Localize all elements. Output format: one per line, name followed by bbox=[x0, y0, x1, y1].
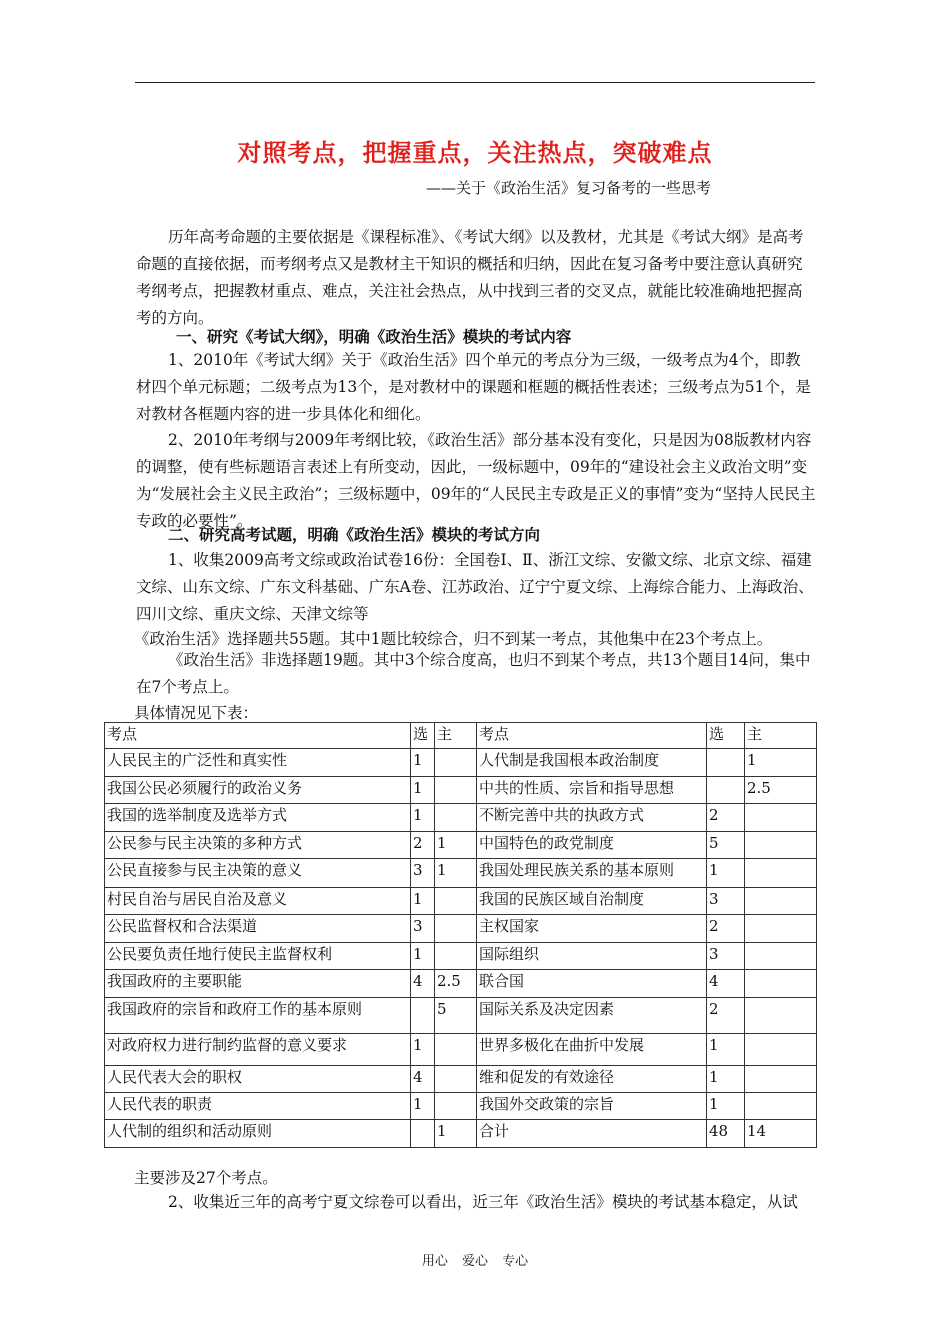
section1-heading: 一、研究《考试大纲》，明确《政治生活》模块的考试内容 bbox=[176, 327, 572, 346]
header-cell: 选 bbox=[707, 723, 745, 749]
table-cell: 人民代表的职责 bbox=[105, 1093, 411, 1120]
table-cell: 合计 bbox=[477, 1120, 707, 1148]
table-cell bbox=[745, 1066, 817, 1093]
table-cell: 公民监督权和合法渠道 bbox=[105, 915, 411, 943]
table-cell: 4 bbox=[707, 970, 745, 998]
table-cell bbox=[435, 804, 477, 832]
table-cell: 3 bbox=[707, 888, 745, 915]
table-cell: 人民代表大会的职权 bbox=[105, 1066, 411, 1093]
table-cell: 1 bbox=[411, 804, 435, 832]
table-cell: 中国特色的政党制度 bbox=[477, 832, 707, 859]
table-cell bbox=[435, 1034, 477, 1066]
table-row bbox=[105, 777, 817, 804]
table-cell: 对政府权力进行制约监督的意义要求 bbox=[105, 1034, 411, 1066]
table-cell: 2 bbox=[411, 832, 435, 859]
table-cell bbox=[745, 998, 817, 1034]
table-cell: 1 bbox=[707, 1066, 745, 1093]
table-row bbox=[105, 859, 817, 888]
table-intro: 具体情况见下表： bbox=[134, 704, 259, 722]
table-cell: 14 bbox=[745, 1120, 817, 1148]
table-cell: 3 bbox=[707, 943, 745, 970]
table-cell: 公民参与民主决策的多种方式 bbox=[105, 832, 411, 859]
table-cell bbox=[707, 777, 745, 804]
table-cell: 中共的性质、宗旨和指导思想 bbox=[477, 777, 707, 804]
table-cell: 1 bbox=[435, 832, 477, 859]
table-row bbox=[105, 998, 817, 1034]
table-cell: 国际组织 bbox=[477, 943, 707, 970]
table-row bbox=[105, 970, 817, 998]
table-cell: 我国政府的主要职能 bbox=[105, 970, 411, 998]
header-cell: 考点 bbox=[477, 723, 707, 749]
intro-paragraph: 历年高考命题的主要依据是《课程标准》、《考试大纲》以及教材，尤其是《考试大纲》是高考命题的直接依据，而考纲考点又是教材主干知识的概括和归纳，因此在复习备考中要注意认真研究考纲考点，把握教材重点、难点，关注社会热点，从中找到三者的交叉点，就能比较准确地把握高考的方向。 bbox=[136, 228, 804, 327]
table-cell: 1 bbox=[411, 777, 435, 804]
table-cell: 我国的选举制度及选举方式 bbox=[105, 804, 411, 832]
table-cell: 48 bbox=[707, 1120, 745, 1148]
exam-points-table bbox=[104, 722, 817, 1148]
section1-paragraph-1: 1、2010年《考试大纲》关于《政治生活》四个单元的考点分为三级，一级考点为4个，即教材四个单元标题；二级考点为13个，是对教材中的课题和框题的概括性表述；三级考点为51个，是对教材各框题内容的进一步具体化和细化。 bbox=[136, 351, 811, 423]
table-cell: 5 bbox=[707, 832, 745, 859]
table-cell: 1 bbox=[411, 749, 435, 777]
table-row bbox=[105, 1093, 817, 1120]
table-cell bbox=[435, 777, 477, 804]
table-cell: 1 bbox=[411, 943, 435, 970]
table-cell bbox=[411, 1120, 435, 1148]
table-cell: 3 bbox=[411, 859, 435, 888]
section1-paragraph-2: 2、2010年考纲与2009年考纲比较，《政治生活》部分基本没有变化，只是因为08版教材内容的调整，使有些标题语言表述上有所变动，因此，一级标题中，09年的“建设社会主义政治文明”变为“发展社会主义民主政治”；三级标题中，09年的“人民民主专政是正义的事情”变为“坚持人民民主专政的必要性”。 bbox=[136, 431, 816, 530]
table-cell: 主权国家 bbox=[477, 915, 707, 943]
table-cell: 2 bbox=[707, 915, 745, 943]
section2-paragraph-3: 《政治生活》非选择题19题。其中3个综合度高，也归不到某个考点，共13个题目14问，集中在7个考点上。 bbox=[136, 651, 811, 696]
section2-heading: 二、研究高考试题，明确《政治生活》模块的考试方向 bbox=[168, 525, 541, 544]
table-cell: 公民直接参与民主决策的意义 bbox=[105, 859, 411, 888]
table-cell bbox=[435, 749, 477, 777]
table-header-row bbox=[105, 723, 817, 749]
table-cell bbox=[435, 943, 477, 970]
table-cell: 联合国 bbox=[477, 970, 707, 998]
table-row bbox=[105, 1120, 817, 1148]
table-cell: 人代制的组织和活动原则 bbox=[105, 1120, 411, 1148]
table-cell: 不断完善中共的执政方式 bbox=[477, 804, 707, 832]
table-cell: 我国政府的宗旨和政府工作的基本原则 bbox=[105, 998, 411, 1034]
table-cell: 我国公民必须履行的政治义务 bbox=[105, 777, 411, 804]
table-row bbox=[105, 1066, 817, 1093]
table-cell bbox=[435, 915, 477, 943]
table-row bbox=[105, 804, 817, 832]
table-cell bbox=[435, 1066, 477, 1093]
table-cell bbox=[745, 832, 817, 859]
table-cell bbox=[745, 1093, 817, 1120]
table-cell: 国际关系及决定因素 bbox=[477, 998, 707, 1034]
table-cell: 1 bbox=[707, 1034, 745, 1066]
table-row bbox=[105, 1034, 817, 1066]
section2-paragraph-2: 《政治生活》选择题共55题。其中1题比较综合，归不到某一考点，其他集中在23个考点上。 bbox=[134, 630, 773, 648]
section2-paragraph-1: 1、收集2009高考文综或政治试卷16份：全国卷Ⅰ、Ⅱ、浙江文综、安徽文综、北京文综、福建文综、山东文综、广东文科基础、广东A卷、江苏政治、辽宁宁夏文综、上海综合能力、上海政治、四川文综、重庆文综、天津文综等 bbox=[136, 551, 814, 623]
table-cell bbox=[745, 859, 817, 888]
table-cell: 1 bbox=[411, 1093, 435, 1120]
table-row bbox=[105, 943, 817, 970]
table-cell bbox=[745, 943, 817, 970]
table-cell: 人代制是我国根本政治制度 bbox=[477, 749, 707, 777]
table-cell: 5 bbox=[435, 998, 477, 1034]
table-cell: 公民要负责任地行使民主监督权利 bbox=[105, 943, 411, 970]
table-cell: 1 bbox=[411, 1034, 435, 1066]
page-footer: 用心 爱心 专心 bbox=[421, 1254, 529, 1269]
header-cell: 选 bbox=[411, 723, 435, 749]
section2-paragraph-4: 2、收集近三年的高考宁夏文综卷可以看出，近三年《政治生活》模块的考试基本稳定，从试 bbox=[168, 1193, 798, 1211]
table-cell bbox=[745, 888, 817, 915]
header-cell: 主 bbox=[435, 723, 477, 749]
table-cell: 1 bbox=[435, 1120, 477, 1148]
table-cell: 我国外交政策的宗旨 bbox=[477, 1093, 707, 1120]
table-cell bbox=[707, 749, 745, 777]
table-cell: 2 bbox=[707, 804, 745, 832]
table-cell: 村民自治与居民自治及意义 bbox=[105, 888, 411, 915]
header-cell: 考点 bbox=[105, 723, 411, 749]
table-cell: 1 bbox=[707, 1093, 745, 1120]
table-cell: 我国的民族区域自治制度 bbox=[477, 888, 707, 915]
table-cell: 3 bbox=[411, 915, 435, 943]
page-title: 对照考点，把握重点，关注热点，突破难点 bbox=[237, 138, 713, 167]
table-cell: 2 bbox=[707, 998, 745, 1034]
table-cell: 维和促发的有效途径 bbox=[477, 1066, 707, 1093]
table-cell: 4 bbox=[411, 1066, 435, 1093]
table-cell: 1 bbox=[745, 749, 817, 777]
table-cell bbox=[435, 1093, 477, 1120]
table-row bbox=[105, 888, 817, 915]
table-cell bbox=[745, 915, 817, 943]
table-cell: 2.5 bbox=[745, 777, 817, 804]
table-cell: 人民民主的广泛性和真实性 bbox=[105, 749, 411, 777]
table-row bbox=[105, 915, 817, 943]
table-cell: 世界多极化在曲折中发展 bbox=[477, 1034, 707, 1066]
table-cell: 2.5 bbox=[435, 970, 477, 998]
table-cell: 我国处理民族关系的基本原则 bbox=[477, 859, 707, 888]
table-row bbox=[105, 749, 817, 777]
header-cell: 主 bbox=[745, 723, 817, 749]
table-cell: 4 bbox=[411, 970, 435, 998]
page-subtitle: ——关于《政治生活》复习备考的一些思考 bbox=[426, 179, 712, 197]
table-cell bbox=[745, 1034, 817, 1066]
table-cell bbox=[745, 804, 817, 832]
table-row bbox=[105, 832, 817, 859]
header-rule bbox=[135, 82, 815, 83]
table-cell bbox=[411, 998, 435, 1034]
table-cell: 1 bbox=[707, 859, 745, 888]
table-cell: 1 bbox=[411, 888, 435, 915]
table-cell bbox=[435, 888, 477, 915]
table-cell bbox=[745, 970, 817, 998]
table-cell: 1 bbox=[435, 859, 477, 888]
table-summary: 主要涉及27个考点。 bbox=[134, 1169, 278, 1187]
